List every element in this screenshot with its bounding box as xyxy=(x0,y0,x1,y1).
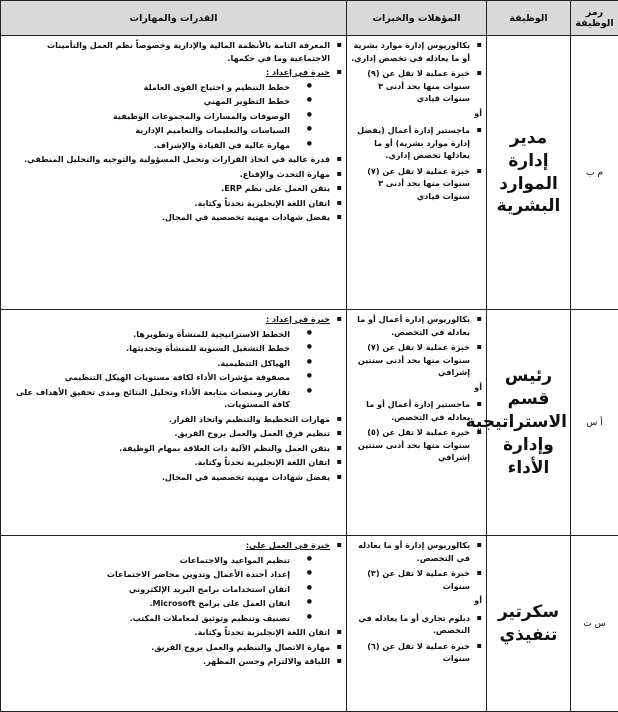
table-row xyxy=(1,310,618,536)
skill-subitem: ● الخطط الاستراتيجية للمنشأة وتطويرها. xyxy=(5,328,342,341)
skill-subitem: ● خطط التنظيم و احتياج القوى العاملة xyxy=(5,81,342,94)
skills-subheading: ▪ خبرة في إعداد : xyxy=(5,66,342,79)
or-separator: أو xyxy=(345,108,482,120)
skill-subitem: ● تنظيم المواعيد والاجتماعات xyxy=(5,554,342,567)
skills-list xyxy=(5,539,342,668)
skill-item: ▪ تنظيم فرق العمل والعمل بروح الفريق. xyxy=(5,427,342,440)
qualifications-cell xyxy=(347,310,487,536)
skill-item: ▪ المعرفة التامة بالأنظمة المالية والإدارية وخصوصاً نظم العمل والتأمينات الاجتماعية وما في حكمها. xyxy=(5,39,342,64)
skill-subitem: ● إعداد أجندة الأعمال وتدوين محاضر الاجتماعات xyxy=(5,568,342,581)
skill-subitem: ● اتقان استخدامات برامج البريد الإلكتروني xyxy=(5,583,342,596)
qualification-item: ▪ دبلوم تجاري أو ما يعادله في التخصص. xyxy=(351,612,482,637)
qualification-item: ▪ خبرة عملية لا تقل عن (٥) سنوات منها بحد أدنى سنتين إشرافي xyxy=(351,426,482,464)
skills-subheading: ▪ خبرة في العمل على: xyxy=(5,539,342,552)
qualification-item: ▪ خبرة عملية لا تقل عن (٩) سنوات منها بحد أدنى ٣ سنوات قيادي xyxy=(351,67,482,105)
skills-list xyxy=(5,39,342,224)
skill-subitem: ● تقارير ومنصات متابعة الأداء وتحليل النتائج ومدى تحقيق الأهداف على كافة المستويات. xyxy=(5,386,342,411)
qualification-item: ▪ بكالوريوس إدارة موارد بشرية أو ما يعادله في تخصص إداري. xyxy=(351,39,482,64)
qualification-item: ▪ ماجستير إدارة أعمال أو ما يعادله في التخصص. xyxy=(351,398,482,423)
skill-item: ▪ يفضل شهادات مهنية تخصصية في المجال. xyxy=(5,211,342,224)
skill-item: ▪ اللباقة والالتزام وحسن المظهر. xyxy=(5,655,342,668)
skill-subitem: ● الهياكل التنظيمية. xyxy=(5,357,342,370)
skill-item: ▪ يتقن العمل والنظم الآلية ذات العلاقة بمهام الوظيفة. xyxy=(5,442,342,455)
skills-cell xyxy=(1,310,347,536)
qualification-item: ▪ خبرة عملية لا تقل عن (٣) سنوات xyxy=(351,567,482,592)
job-title-cell: رئيس قسم الاستراتيجية وإدارة الأداء xyxy=(487,310,571,536)
skills-cell xyxy=(1,536,347,712)
qualification-item: ▪ ماجستير إدارة أعمال (يفضل إدارة موارد بشرية) أو ما يعادلها تخصص إداري. xyxy=(351,124,482,162)
qualifications-cell xyxy=(347,536,487,712)
skills-list xyxy=(5,313,342,483)
skill-item: ▪ قدرة عالية في اتخاذ القرارات وتحمل المسؤولية والتوجيه والتحليل المنطقي. xyxy=(5,153,342,166)
skills-cell xyxy=(1,36,347,310)
skill-subitem: ● مصفوفة مؤشرات الأداء لكافة مستويات الهيكل التنظيمي xyxy=(5,371,342,384)
job-code-cell: س ت xyxy=(571,536,618,712)
qualifications-list-b xyxy=(351,124,482,202)
qualification-item: ▪ بكالوريوس إدارة أعمال أو ما يعادله في التخصص. xyxy=(351,313,482,338)
skill-subitem: ● تصنيف وتنظيم وتوثيق لمعاملات المكتب. xyxy=(5,612,342,625)
skill-item: ▪ مهارات التخطيط والتنظيم واتخاذ القرار. xyxy=(5,413,342,426)
skill-subitem: ● خطط التشغيل السنوية للمنشأة وتحديثها. xyxy=(5,342,342,355)
qualifications-list-a xyxy=(351,39,482,105)
skill-subitem: ● خطط التطوير المهني xyxy=(5,95,342,108)
qualifications-list-b xyxy=(351,612,482,665)
job-code-cell: م ب xyxy=(571,36,618,310)
or-separator: أو xyxy=(345,595,482,607)
header-row xyxy=(1,1,618,36)
qualification-item: ▪ خبرة عملية لا تقل عن (٦) سنوات xyxy=(351,640,482,665)
skill-subitem: ● مهارة عالية في القيادة والإشراف. xyxy=(5,139,342,152)
header-code: رمز الوظيفة xyxy=(571,1,618,36)
qualifications-list-a xyxy=(351,313,482,379)
qualification-item: ▪ خبرة عملية لا تقل عن (٧) سنوات منها بحد أدنى سنتين إشرافي xyxy=(351,341,482,379)
qualification-item: ▪ بكالوريوس إدارة أو ما يعادله في التخصص. xyxy=(351,539,482,564)
skill-item: ▪ اتقان اللغة الإنجليزية تحدثاً وكتابة. xyxy=(5,626,342,639)
skill-item: ▪ مهارة التحدث والإقناع. xyxy=(5,168,342,181)
job-code-cell: أ س xyxy=(571,310,618,536)
skill-subitem: ● الوصوفات والمسارات والمجموعات الوظيفية xyxy=(5,110,342,123)
skill-item: ▪ اتقان اللغة الإنجليزية تحدثاً وكتابة. xyxy=(5,456,342,469)
skill-subitem: ● السياسات والتعليمات والتعاميم الإدارية xyxy=(5,124,342,137)
job-title-cell: سكرتير تنفيذي xyxy=(487,536,571,712)
qualifications-list-a xyxy=(351,539,482,592)
table-row xyxy=(1,36,618,310)
job-title-cell: مدير إدارة الموارد البشرية xyxy=(487,36,571,310)
qualifications-list-b xyxy=(351,398,482,464)
skill-subitem: ● اتقان العمل على برامج Microsoft. xyxy=(5,597,342,610)
skill-item: ▪ اتقان اللغة الإنجليزية تحدثاً وكتابة. xyxy=(5,197,342,210)
skill-item: ▪ يفضل شهادات مهنية تخصصية في المجال. xyxy=(5,471,342,484)
header-skills: القدرات والمهارات xyxy=(1,1,347,36)
header-job: الوظيفة xyxy=(487,1,571,36)
qualifications-cell xyxy=(347,36,487,310)
header-qualifications: المؤهلات والخبرات xyxy=(347,1,487,36)
table-row xyxy=(1,536,618,712)
qualification-item: ▪ خبرة عملية لا تقل عن (٧) سنوات منها بحد أدنى ٣ سنوات قيادي xyxy=(351,165,482,203)
skills-subheading: ▪ خبرة في إعداد : xyxy=(5,313,342,326)
skill-item: ▪ يتقن العمل على نظم ERP. xyxy=(5,182,342,195)
or-separator: أو xyxy=(345,382,482,394)
skill-item: ▪ مهارة الاتصال والتنظيم والعمل بروح الفريق. xyxy=(5,641,342,654)
